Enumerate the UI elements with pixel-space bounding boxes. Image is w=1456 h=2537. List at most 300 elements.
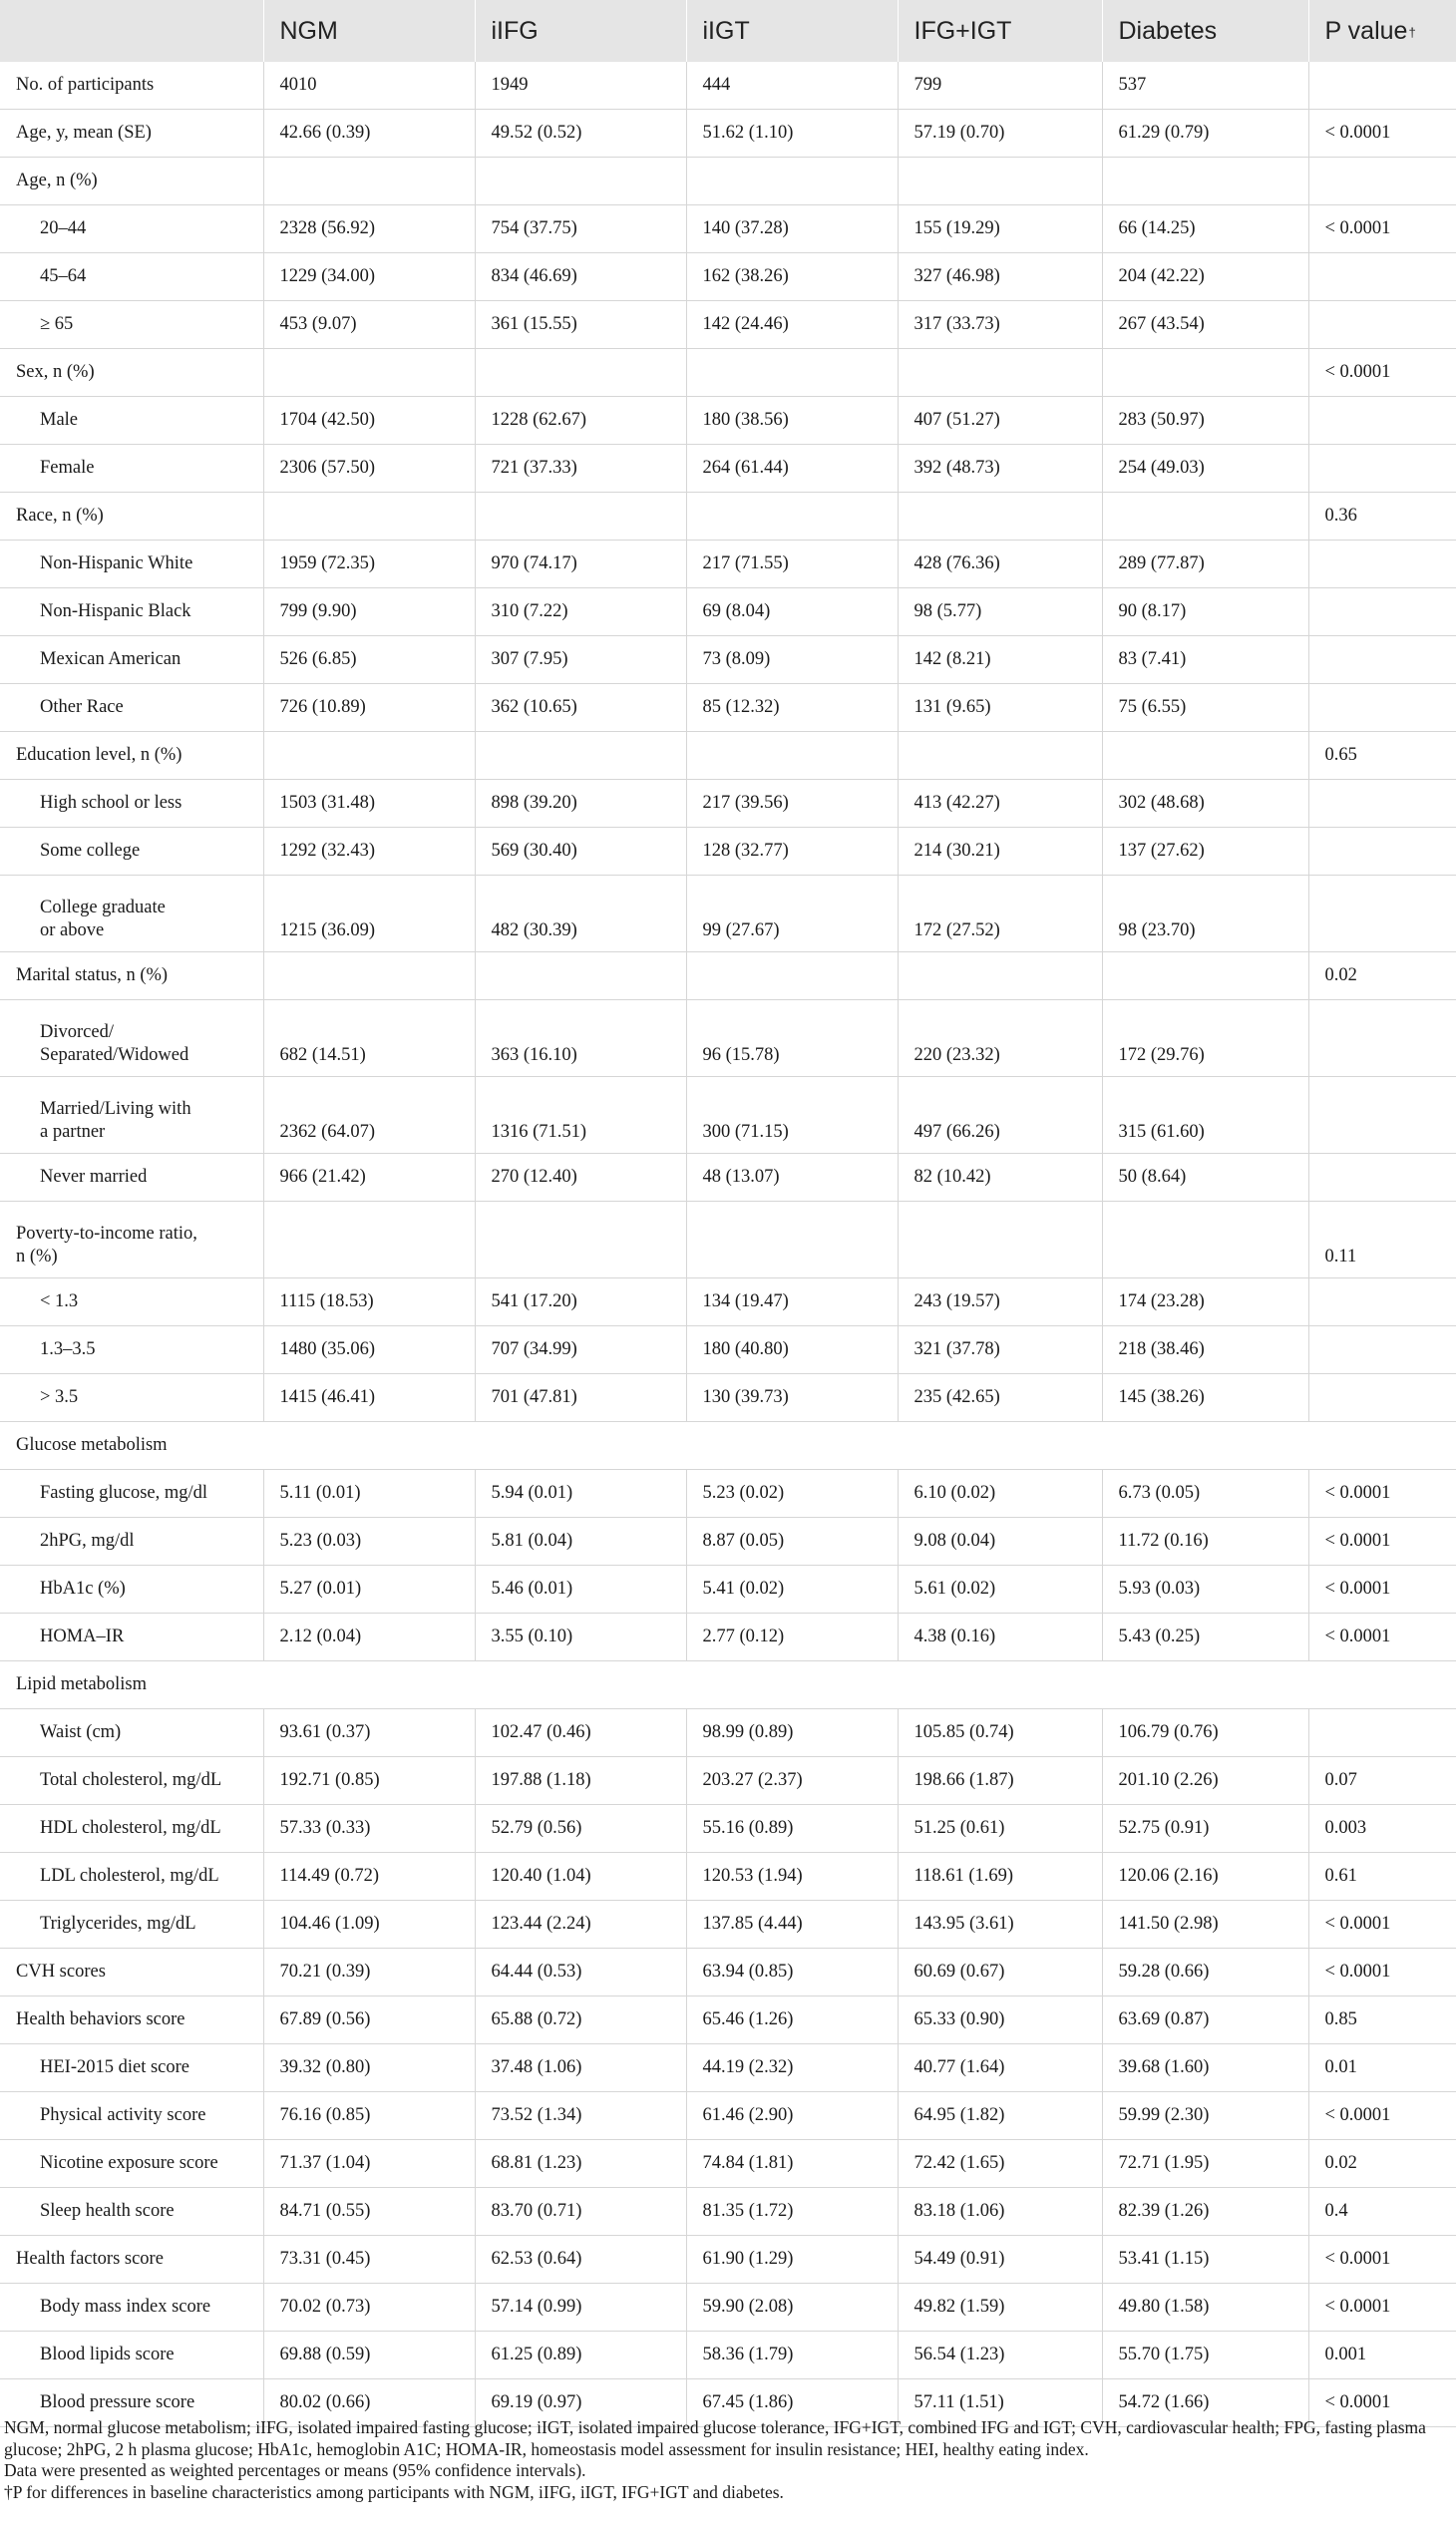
row-label: 2hPG, mg/dl [0, 1518, 263, 1566]
value-cell: 130 (39.73) [686, 1374, 898, 1422]
p-value-cell [1308, 397, 1456, 445]
value-cell: 55.16 (0.89) [686, 1805, 898, 1853]
value-cell: 289 (77.87) [1102, 541, 1308, 588]
table-row [0, 1757, 1456, 1805]
value-cell: 48 (13.07) [686, 1154, 898, 1202]
value-cell: 5.81 (0.04) [475, 1518, 686, 1566]
value-cell: 1228 (62.67) [475, 397, 686, 445]
value-cell: 52.79 (0.56) [475, 1805, 686, 1853]
table-row [0, 732, 1456, 780]
row-label: Triglycerides, mg/dL [0, 1901, 263, 1949]
table-row [0, 1154, 1456, 1202]
value-cell: 40.77 (1.64) [898, 2044, 1102, 2092]
value-cell: 5.11 (0.01) [263, 1470, 475, 1518]
table-row [0, 110, 1456, 158]
p-value-cell: < 0.0001 [1308, 2284, 1456, 2332]
value-cell: 1415 (46.41) [263, 1374, 475, 1422]
value-cell: 6.10 (0.02) [898, 1470, 1102, 1518]
value-cell [1102, 732, 1308, 780]
row-label: Physical activity score [0, 2092, 263, 2140]
table-row [0, 1518, 1456, 1566]
value-cell [475, 158, 686, 205]
p-value-cell: < 0.0001 [1308, 1949, 1456, 1996]
value-cell: 5.23 (0.02) [686, 1470, 898, 1518]
value-cell: 4.38 (0.16) [898, 1614, 1102, 1661]
value-cell: 5.27 (0.01) [263, 1566, 475, 1614]
table-header-row [0, 0, 1456, 62]
value-cell: 214 (30.21) [898, 828, 1102, 876]
value-cell: 799 (9.90) [263, 588, 475, 636]
value-cell: 67.45 (1.86) [686, 2379, 898, 2427]
p-value-cell [1308, 301, 1456, 349]
value-cell: 120.06 (2.16) [1102, 1853, 1308, 1901]
value-cell [686, 158, 898, 205]
value-cell: 413 (42.27) [898, 780, 1102, 828]
value-cell [263, 158, 475, 205]
value-cell: 82 (10.42) [898, 1154, 1102, 1202]
value-cell: 180 (38.56) [686, 397, 898, 445]
value-cell: 220 (23.32) [898, 1000, 1102, 1077]
value-cell: 39.68 (1.60) [1102, 2044, 1308, 2092]
table-row [0, 1326, 1456, 1374]
value-cell: 80.02 (0.66) [263, 2379, 475, 2427]
header-cell-label [0, 0, 263, 62]
p-value-cell: 0.61 [1308, 1853, 1456, 1901]
table-row [0, 2188, 1456, 2236]
p-value-cell: 0.11 [1308, 1202, 1456, 1278]
value-cell: 54.49 (0.91) [898, 2236, 1102, 2284]
row-label: Sleep health score [0, 2188, 263, 2236]
row-label: CVH scores [0, 1949, 263, 1996]
value-cell [475, 493, 686, 541]
table-row [0, 1901, 1456, 1949]
value-cell: 407 (51.27) [898, 397, 1102, 445]
value-cell [686, 1202, 898, 1278]
value-cell: 69.88 (0.59) [263, 2332, 475, 2379]
value-cell [1102, 349, 1308, 397]
value-cell: 754 (37.75) [475, 205, 686, 253]
header-cell-iifg: iIFG [475, 0, 686, 62]
value-cell: 98 (23.70) [1102, 876, 1308, 952]
value-cell: 51.25 (0.61) [898, 1805, 1102, 1853]
value-cell: 9.08 (0.04) [898, 1518, 1102, 1566]
row-label-line: Poverty-to-income ratio, [16, 1223, 197, 1244]
value-cell: 120.40 (1.04) [475, 1853, 686, 1901]
row-label: ≥ 65 [0, 301, 263, 349]
value-cell: 174 (23.28) [1102, 1278, 1308, 1326]
value-cell: 51.62 (1.10) [686, 110, 898, 158]
p-value-cell: 0.01 [1308, 2044, 1456, 2092]
value-cell: 141.50 (2.98) [1102, 1901, 1308, 1949]
value-cell: 81.35 (1.72) [686, 2188, 898, 2236]
row-label: Health factors score [0, 2236, 263, 2284]
p-value-note: †P for differences in baseline characteristics among participants with NGM, iIFG, iIGT, IFG+IGT and diabetes. [4, 2481, 784, 2502]
value-cell: 162 (38.26) [686, 253, 898, 301]
value-cell: 970 (74.17) [475, 541, 686, 588]
table-row [0, 1805, 1456, 1853]
value-cell: 270 (12.40) [475, 1154, 686, 1202]
row-label: Mexican American [0, 636, 263, 684]
value-cell: 142 (8.21) [898, 636, 1102, 684]
value-cell: 444 [686, 62, 898, 110]
p-value-cell: < 0.0001 [1308, 1614, 1456, 1661]
header-cell-ngm: NGM [263, 0, 475, 62]
value-cell: 5.46 (0.01) [475, 1566, 686, 1614]
p-value-cell: < 0.0001 [1308, 1901, 1456, 1949]
p-value-cell: 0.36 [1308, 493, 1456, 541]
value-cell: 73 (8.09) [686, 636, 898, 684]
value-cell: 49.80 (1.58) [1102, 2284, 1308, 2332]
value-cell: 361 (15.55) [475, 301, 686, 349]
value-cell [898, 158, 1102, 205]
value-cell: 682 (14.51) [263, 1000, 475, 1077]
value-cell: 118.61 (1.69) [898, 1853, 1102, 1901]
value-cell: 172 (27.52) [898, 876, 1102, 952]
value-cell [898, 1202, 1102, 1278]
row-label: Male [0, 397, 263, 445]
value-cell: 73.31 (0.45) [263, 2236, 475, 2284]
value-cell: 137.85 (4.44) [686, 1901, 898, 1949]
value-cell: 243 (19.57) [898, 1278, 1102, 1326]
value-cell [263, 493, 475, 541]
table-row [0, 349, 1456, 397]
value-cell: 218 (38.46) [1102, 1326, 1308, 1374]
value-cell: 82.39 (1.26) [1102, 2188, 1308, 2236]
table-row [0, 684, 1456, 732]
table-row [0, 1853, 1456, 1901]
p-value-cell [1308, 1709, 1456, 1757]
row-label: Never married [0, 1154, 263, 1202]
value-cell: 55.70 (1.75) [1102, 2332, 1308, 2379]
p-value-cell: < 0.0001 [1308, 1518, 1456, 1566]
table-row [0, 636, 1456, 684]
value-cell: 75 (6.55) [1102, 684, 1308, 732]
value-cell [1102, 493, 1308, 541]
value-cell: 42.66 (0.39) [263, 110, 475, 158]
p-value-cell: 0.02 [1308, 2140, 1456, 2188]
value-cell: 1215 (36.09) [263, 876, 475, 952]
row-label-line: Divorced/ [40, 1021, 114, 1042]
p-value-cell [1308, 1077, 1456, 1154]
row-label: Female [0, 445, 263, 493]
row-label [0, 1077, 263, 1154]
value-cell: 11.72 (0.16) [1102, 1518, 1308, 1566]
table-row [0, 158, 1456, 205]
value-cell: 3.55 (0.10) [475, 1614, 686, 1661]
value-cell: 61.90 (1.29) [686, 2236, 898, 2284]
row-label-line: Married/Living with [40, 1098, 191, 1119]
value-cell [686, 732, 898, 780]
value-cell: 120.53 (1.94) [686, 1853, 898, 1901]
value-cell: 197.88 (1.18) [475, 1757, 686, 1805]
row-label: Waist (cm) [0, 1709, 263, 1757]
p-value-cell: 0.07 [1308, 1757, 1456, 1805]
p-value-cell: < 0.0001 [1308, 205, 1456, 253]
value-cell: 8.87 (0.05) [686, 1518, 898, 1566]
value-cell: 5.61 (0.02) [898, 1566, 1102, 1614]
value-cell: 1480 (35.06) [263, 1326, 475, 1374]
value-cell: 106.79 (0.76) [1102, 1709, 1308, 1757]
table-row [0, 397, 1456, 445]
value-cell: 569 (30.40) [475, 828, 686, 876]
value-cell: 134 (19.47) [686, 1278, 898, 1326]
value-cell: 155 (19.29) [898, 205, 1102, 253]
value-cell: 217 (39.56) [686, 780, 898, 828]
value-cell: 72.42 (1.65) [898, 2140, 1102, 2188]
table-row [0, 876, 1456, 952]
value-cell: 362 (10.65) [475, 684, 686, 732]
row-label: Blood lipids score [0, 2332, 263, 2379]
value-cell [898, 493, 1102, 541]
row-label: > 3.5 [0, 1374, 263, 1422]
value-cell: 5.41 (0.02) [686, 1566, 898, 1614]
value-cell: 453 (9.07) [263, 301, 475, 349]
table-row [0, 1374, 1456, 1422]
value-cell: 53.41 (1.15) [1102, 2236, 1308, 2284]
table-row [0, 588, 1456, 636]
value-cell: 321 (37.78) [898, 1326, 1102, 1374]
table-row [0, 253, 1456, 301]
table-row [0, 62, 1456, 110]
value-cell: 93.61 (0.37) [263, 1709, 475, 1757]
p-value-cell [1308, 780, 1456, 828]
value-cell: 69 (8.04) [686, 588, 898, 636]
value-cell: 90 (8.17) [1102, 588, 1308, 636]
table-row [0, 1709, 1456, 1757]
row-label: Race, n (%) [0, 493, 263, 541]
p-value-cell [1308, 253, 1456, 301]
row-label [0, 876, 263, 952]
value-cell: 68.81 (1.23) [475, 2140, 686, 2188]
p-value-cell [1308, 1000, 1456, 1077]
value-cell: 310 (7.22) [475, 588, 686, 636]
value-cell: 83.18 (1.06) [898, 2188, 1102, 2236]
value-cell: 834 (46.69) [475, 253, 686, 301]
value-cell: 39.32 (0.80) [263, 2044, 475, 2092]
value-cell: 98.99 (0.89) [686, 1709, 898, 1757]
value-cell: 61.25 (0.89) [475, 2332, 686, 2379]
p-value-cell [1308, 445, 1456, 493]
value-cell: 5.93 (0.03) [1102, 1566, 1308, 1614]
value-cell: 74.84 (1.81) [686, 2140, 898, 2188]
p-value-cell: < 0.0001 [1308, 2092, 1456, 2140]
value-cell: 105.85 (0.74) [898, 1709, 1102, 1757]
value-cell: 114.49 (0.72) [263, 1853, 475, 1901]
value-cell [263, 732, 475, 780]
p-value-cell: 0.4 [1308, 2188, 1456, 2236]
value-cell: 392 (48.73) [898, 445, 1102, 493]
row-label: Non-Hispanic White [0, 541, 263, 588]
row-label-line: n (%) [16, 1246, 58, 1267]
table-body [0, 62, 1456, 2427]
table-row [0, 828, 1456, 876]
value-cell [1102, 1202, 1308, 1278]
value-cell: 198.66 (1.87) [898, 1757, 1102, 1805]
value-cell: 62.53 (0.64) [475, 2236, 686, 2284]
header-cell-p-value [1308, 0, 1456, 62]
p-value-cell: < 0.0001 [1308, 2236, 1456, 2284]
row-label: Marital status, n (%) [0, 952, 263, 1000]
dagger-mark: † [1408, 24, 1416, 40]
p-value-cell [1308, 158, 1456, 205]
value-cell: 83.70 (0.71) [475, 2188, 686, 2236]
value-cell [475, 1202, 686, 1278]
table-row [0, 2236, 1456, 2284]
table-row [0, 541, 1456, 588]
table-row [0, 1278, 1456, 1326]
p-value-cell: < 0.0001 [1308, 110, 1456, 158]
value-cell: 67.89 (0.56) [263, 1996, 475, 2044]
header-cell-diabetes: Diabetes [1102, 0, 1308, 62]
value-cell: 84.71 (0.55) [263, 2188, 475, 2236]
value-cell: 145 (38.26) [1102, 1374, 1308, 1422]
p-value-cell: 0.02 [1308, 952, 1456, 1000]
value-cell: 76.16 (0.85) [263, 2092, 475, 2140]
p-value-cell: < 0.0001 [1308, 349, 1456, 397]
row-label: HbA1c (%) [0, 1566, 263, 1614]
value-cell: 267 (43.54) [1102, 301, 1308, 349]
value-cell: 65.88 (0.72) [475, 1996, 686, 2044]
value-cell: 721 (37.33) [475, 445, 686, 493]
p-value-cell: 0.65 [1308, 732, 1456, 780]
row-label: Sex, n (%) [0, 349, 263, 397]
table-row [0, 2044, 1456, 2092]
p-value-cell: < 0.0001 [1308, 2379, 1456, 2427]
abbreviations-note: NGM, normal glucose metabolism; iIFG, isolated impaired fasting glucose; iIGT, isolated impaired glucose tolerance, IFG+IGT, combined IFG and IGT; CVH, cardiovascular health; FPG, fasting plasma glucose; 2hPG, 2 h plasma glucose; HbA1c, hemoglobin A1C; HOMA-IR, homeostasis model assessment for insulin resistance; HEI, healthy eating index. [4, 2417, 1426, 2459]
p-value-cell [1308, 1278, 1456, 1326]
row-label: Health behaviors score [0, 1996, 263, 2044]
table-row [0, 1661, 1456, 1709]
data-presentation-note: Data were presented as weighted percentages or means (95% confidence intervals). [4, 2460, 586, 2480]
value-cell: 70.21 (0.39) [263, 1949, 475, 1996]
value-cell: 966 (21.42) [263, 1154, 475, 1202]
row-label: Body mass index score [0, 2284, 263, 2332]
value-cell: 363 (16.10) [475, 1000, 686, 1077]
row-label: HOMA–IR [0, 1614, 263, 1661]
value-cell: 1115 (18.53) [263, 1278, 475, 1326]
row-label-line: or above [40, 919, 105, 940]
row-label: LDL cholesterol, mg/dL [0, 1853, 263, 1901]
p-value-cell [1308, 1326, 1456, 1374]
value-cell: 1229 (34.00) [263, 253, 475, 301]
value-cell: 58.36 (1.79) [686, 2332, 898, 2379]
value-cell [686, 952, 898, 1000]
value-cell: 428 (76.36) [898, 541, 1102, 588]
value-cell: 172 (29.76) [1102, 1000, 1308, 1077]
header-cell-iigt: iIGT [686, 0, 898, 62]
value-cell: 302 (48.68) [1102, 780, 1308, 828]
value-cell: 204 (42.22) [1102, 253, 1308, 301]
value-cell: 65.46 (1.26) [686, 1996, 898, 2044]
table-row [0, 2140, 1456, 2188]
value-cell [475, 349, 686, 397]
row-label-line: College graduate [40, 897, 166, 917]
value-cell: 898 (39.20) [475, 780, 686, 828]
value-cell: 57.19 (0.70) [898, 110, 1102, 158]
value-cell: 482 (30.39) [475, 876, 686, 952]
value-cell: 83 (7.41) [1102, 636, 1308, 684]
value-cell: 143.95 (3.61) [898, 1901, 1102, 1949]
value-cell: 327 (46.98) [898, 253, 1102, 301]
value-cell: 192.71 (0.85) [263, 1757, 475, 1805]
value-cell: 140 (37.28) [686, 205, 898, 253]
row-label: Fasting glucose, mg/dl [0, 1470, 263, 1518]
value-cell: 64.44 (0.53) [475, 1949, 686, 1996]
row-label: Glucose metabolism [0, 1422, 1456, 1470]
table-row [0, 1949, 1456, 1996]
value-cell: 52.75 (0.91) [1102, 1805, 1308, 1853]
value-cell [686, 493, 898, 541]
value-cell: 1949 [475, 62, 686, 110]
value-cell: 2.77 (0.12) [686, 1614, 898, 1661]
value-cell: 66 (14.25) [1102, 205, 1308, 253]
table-row [0, 1422, 1456, 1470]
row-label: 45–64 [0, 253, 263, 301]
value-cell: 59.28 (0.66) [1102, 1949, 1308, 1996]
row-label: Lipid metabolism [0, 1661, 1456, 1709]
table-row [0, 301, 1456, 349]
value-cell: 98 (5.77) [898, 588, 1102, 636]
value-cell: 701 (47.81) [475, 1374, 686, 1422]
value-cell: 50 (8.64) [1102, 1154, 1308, 1202]
value-cell: 201.10 (2.26) [1102, 1757, 1308, 1805]
value-cell: 63.69 (0.87) [1102, 1996, 1308, 2044]
value-cell [263, 1202, 475, 1278]
table-row [0, 205, 1456, 253]
row-label: Some college [0, 828, 263, 876]
value-cell: 317 (33.73) [898, 301, 1102, 349]
row-label [0, 1000, 263, 1077]
row-label: High school or less [0, 780, 263, 828]
value-cell: 315 (61.60) [1102, 1077, 1308, 1154]
value-cell: 5.43 (0.25) [1102, 1614, 1308, 1661]
value-cell: 283 (50.97) [1102, 397, 1308, 445]
p-value-cell [1308, 1154, 1456, 1202]
row-label: Non-Hispanic Black [0, 588, 263, 636]
p-value-cell: < 0.0001 [1308, 1470, 1456, 1518]
value-cell: 526 (6.85) [263, 636, 475, 684]
value-cell: 6.73 (0.05) [1102, 1470, 1308, 1518]
value-cell: 235 (42.65) [898, 1374, 1102, 1422]
value-cell: 2.12 (0.04) [263, 1614, 475, 1661]
value-cell: 64.95 (1.82) [898, 2092, 1102, 2140]
header-cell-ifg-igt: IFG+IGT [898, 0, 1102, 62]
p-value-cell [1308, 541, 1456, 588]
value-cell: 203.27 (2.37) [686, 1757, 898, 1805]
value-cell: 131 (9.65) [898, 684, 1102, 732]
value-cell: 180 (40.80) [686, 1326, 898, 1374]
table-row [0, 1470, 1456, 1518]
value-cell [1102, 952, 1308, 1000]
row-label: Age, n (%) [0, 158, 263, 205]
value-cell [898, 349, 1102, 397]
value-cell: 2328 (56.92) [263, 205, 475, 253]
value-cell: 264 (61.44) [686, 445, 898, 493]
p-value-cell: 0.003 [1308, 1805, 1456, 1853]
table-row [0, 1202, 1456, 1278]
value-cell: 497 (66.26) [898, 1077, 1102, 1154]
value-cell: 70.02 (0.73) [263, 2284, 475, 2332]
row-label: Age, y, mean (SE) [0, 110, 263, 158]
value-cell [475, 732, 686, 780]
value-cell: 54.72 (1.66) [1102, 2379, 1308, 2427]
value-cell: 541 (17.20) [475, 1278, 686, 1326]
row-label: 20–44 [0, 205, 263, 253]
p-value-cell [1308, 1374, 1456, 1422]
row-label-line: a partner [40, 1121, 106, 1142]
table-row [0, 445, 1456, 493]
row-label: HEI-2015 diet score [0, 2044, 263, 2092]
